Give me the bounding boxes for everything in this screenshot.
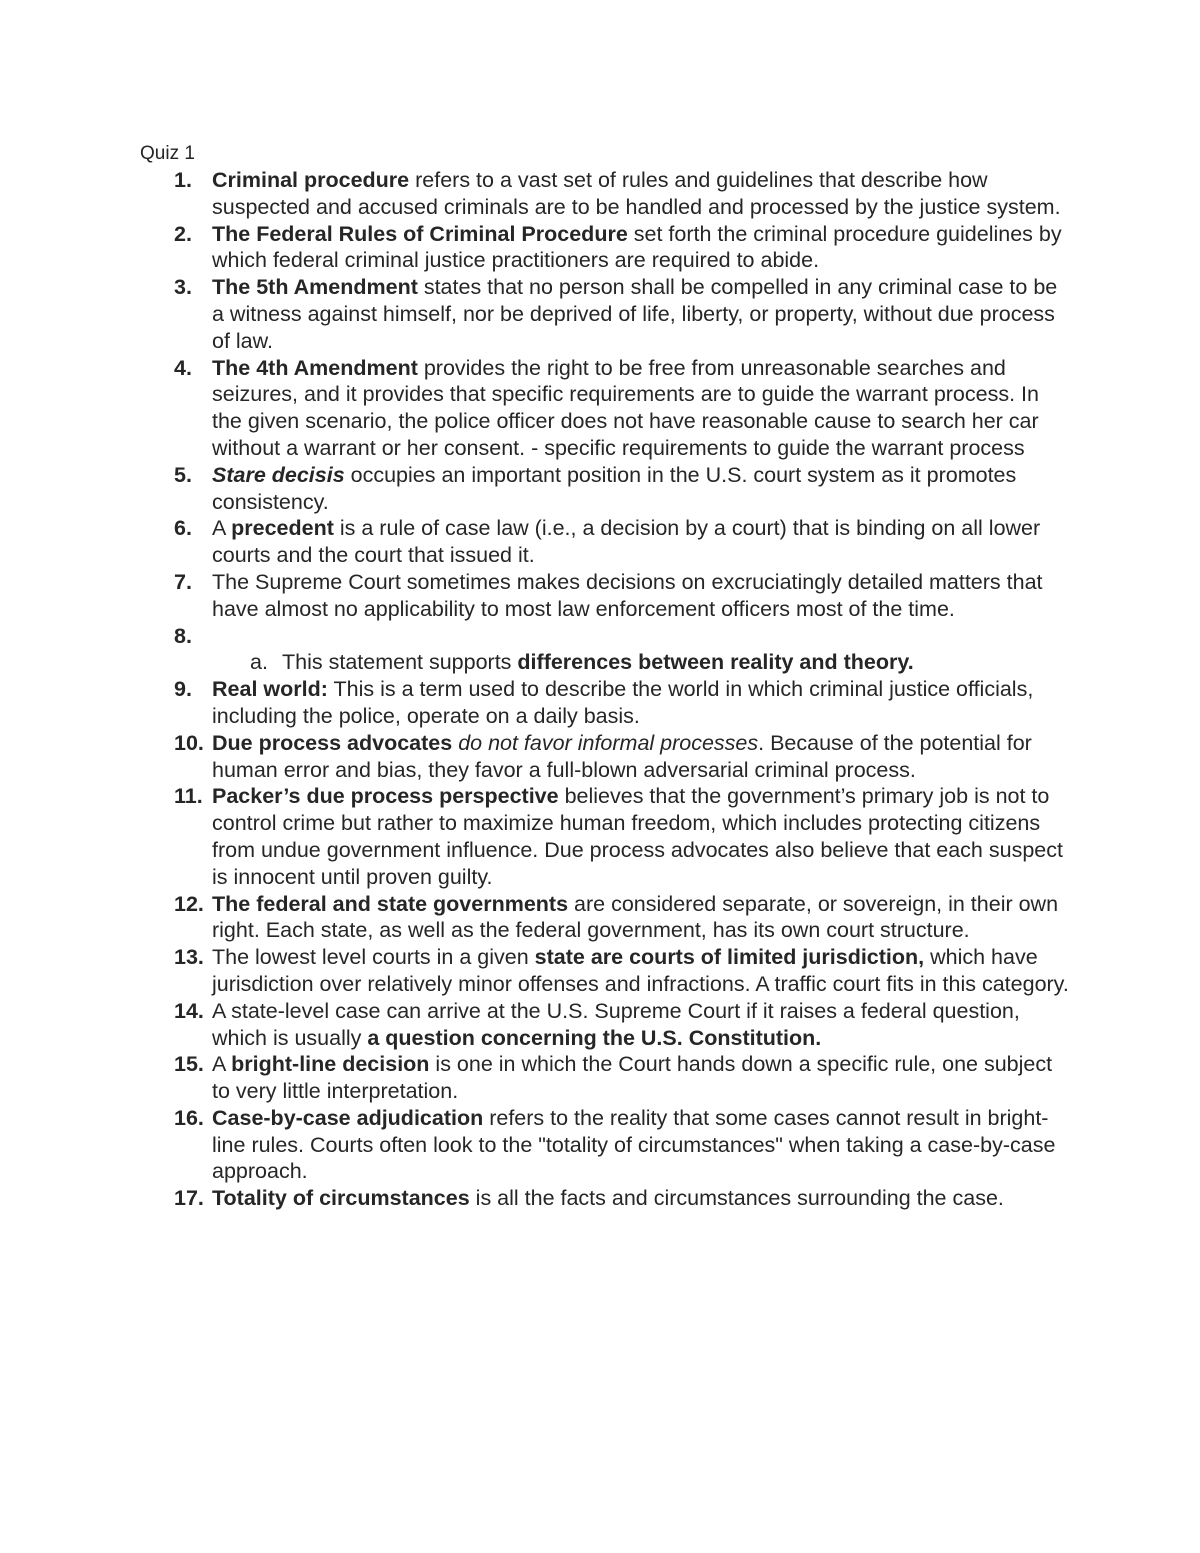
- item-text: [212, 891, 1070, 945]
- item-text: [212, 515, 1070, 569]
- item-number: 1.: [174, 168, 192, 192]
- item-text: [212, 462, 1070, 516]
- quiz-answer-list: [140, 167, 1070, 1212]
- item-number: 9.: [174, 677, 192, 702]
- text-segment: is one in which the Court hands down a specific rule, one subject to very little interpretation.: [212, 1052, 1053, 1104]
- bold-term: Real world:: [212, 677, 328, 702]
- item-number: 6.: [174, 516, 192, 541]
- list-item: [140, 998, 1070, 1052]
- bold-term: The 4th Amendment: [212, 355, 418, 380]
- bold-term: The Federal Rules of Criminal Procedure: [212, 221, 628, 246]
- item-number: 17.: [174, 1186, 204, 1211]
- sub-item: [212, 649, 1070, 676]
- item-text: [212, 221, 1070, 275]
- text-segment: set forth the criminal procedure guidelines by which federal criminal justice practitioners are required to abide.: [212, 221, 1062, 273]
- item-number: 7.: [174, 569, 192, 594]
- text-segment: is a rule of case law (i.e., a decision by a court) that is binding on all lower courts and the court that issued it.: [212, 516, 1041, 568]
- item-text: [212, 1105, 1070, 1185]
- item-number: 12.: [174, 891, 204, 916]
- list-item: [140, 167, 1070, 221]
- item-number: 13.: [174, 945, 204, 970]
- text-segment: refers to a vast set of rules and guidelines that describe how suspected and accused criminals are to be handled and processed by the justice system.: [212, 168, 1061, 219]
- bold-term: Packer’s due process perspective: [212, 784, 559, 809]
- text-segment: provides the right to be free from unreasonable searches and seizures, and it provides that specific requirements are to guide the warrant process. In the given scenario, the police officer does not have reasonable cause to search her car without a warrant or her consent. - specific requirements to guide the warrant process: [212, 355, 1039, 460]
- item-text: [212, 569, 1070, 623]
- list-item: [140, 676, 1070, 730]
- emphasis: [212, 463, 345, 487]
- text-segment: A state-level case can arrive at the U.S. Supreme Court if it raises a federal question, which is usually: [212, 998, 1020, 1050]
- italic-phrase: do not favor informal processes: [458, 730, 759, 755]
- document-title: Quiz 1: [140, 143, 195, 164]
- text-segment: which have jurisdiction over relatively minor offenses and infractions. A traffic court fits in this category.: [212, 945, 1069, 996]
- bold-term: differences between reality and theory.: [517, 650, 914, 675]
- text-segment: occupies an important position in the U.S. court system as it promotes consistency.: [212, 462, 1017, 514]
- item-text: [212, 355, 1070, 462]
- item-text: [212, 783, 1070, 890]
- list-item: [140, 623, 1070, 677]
- list-item: [140, 1105, 1070, 1185]
- item-text: [212, 623, 1070, 650]
- list-item: [140, 1185, 1070, 1212]
- item-text: [212, 1185, 1070, 1212]
- text-segment: The lowest level courts in a given: [212, 945, 535, 970]
- text-segment: A: [212, 1052, 232, 1077]
- text-segment: refers to the reality that some cases cannot result in bright-line rules. Courts often look to the "totality of circumstances" when taking a case-by-case approach.: [212, 1105, 1056, 1184]
- text-segment: This statement supports: [282, 650, 518, 675]
- list-item: [140, 891, 1070, 945]
- text-segment: states that no person shall be compelled in any criminal case to be a witness against himself, nor be deprived of life, liberty, or property, without due process of law.: [212, 275, 1058, 353]
- item-text: [212, 274, 1070, 354]
- bold-term: Totality of circumstances: [212, 1186, 470, 1211]
- item-number: 10.: [174, 730, 204, 755]
- list-item: [140, 462, 1070, 516]
- bold-italic-term: Stare decisis: [212, 462, 345, 487]
- bold-term: Criminal procedure: [212, 168, 410, 192]
- list-item: [140, 1051, 1070, 1105]
- item-text: [212, 998, 1070, 1052]
- item-number: 16.: [174, 1105, 204, 1130]
- item-number: 15.: [174, 1052, 204, 1077]
- list-item: [140, 944, 1070, 998]
- list-item: [140, 730, 1070, 784]
- list-item: [140, 783, 1070, 890]
- item-number: 14.: [174, 998, 204, 1023]
- bold-term: state are courts of limited jurisdiction,: [534, 945, 925, 970]
- text-segment: The Supreme Court sometimes makes decisions on excruciatingly detailed matters that have almost no applicability to most law enforcement officers most of the time.: [212, 569, 1043, 621]
- item-text: [212, 167, 1070, 221]
- item-text: [212, 730, 1070, 784]
- list-item: [140, 569, 1070, 623]
- item-text: [212, 944, 1070, 998]
- text-segment: A: [212, 516, 232, 541]
- bold-term: The federal and state governments: [212, 891, 569, 916]
- item-number: 11.: [174, 784, 203, 809]
- bold-term: Case-by-case adjudication: [212, 1105, 484, 1130]
- list-item: [140, 355, 1070, 462]
- item-number: 2.: [174, 221, 192, 246]
- item-text: [212, 676, 1070, 730]
- item-number: 4.: [174, 355, 192, 380]
- text-segment: This is a term used to describe the world in which criminal justice officials, including the police, operate on a daily basis.: [212, 677, 1034, 728]
- list-item: [140, 221, 1070, 275]
- text-segment: are considered separate, or sovereign, in their own right. Each state, as well as the federal government, has its own court structure.: [212, 891, 1059, 943]
- item-number: 3.: [174, 275, 192, 300]
- text-segment: is all the facts and circumstances surrounding the case.: [469, 1186, 1004, 1211]
- bold-term: The 5th Amendment: [212, 275, 418, 300]
- list-item: [140, 515, 1070, 569]
- item-text: [212, 1051, 1070, 1105]
- bold-term: bright-line decision: [231, 1052, 430, 1077]
- bold-term: precedent: [231, 516, 334, 541]
- item-number: 8.: [174, 623, 192, 648]
- item-number: 5.: [174, 462, 192, 487]
- bold-term: a question concerning the U.S. Constitution.: [367, 1025, 822, 1050]
- bold-term: Due process advocates: [212, 730, 453, 755]
- text-segment: . Because of the potential for human error and bias, they favor a full-blown adversarial criminal process.: [212, 730, 1032, 782]
- list-item: [140, 274, 1070, 354]
- text-segment: believes that the government’s primary job is not to control crime but rather to maximize human freedom, which includes protecting citizens from undue government influence. Due process advocates also believe that each suspect is innocent until proven guilty.: [212, 784, 1063, 889]
- sub-item-marker: a.: [250, 650, 268, 675]
